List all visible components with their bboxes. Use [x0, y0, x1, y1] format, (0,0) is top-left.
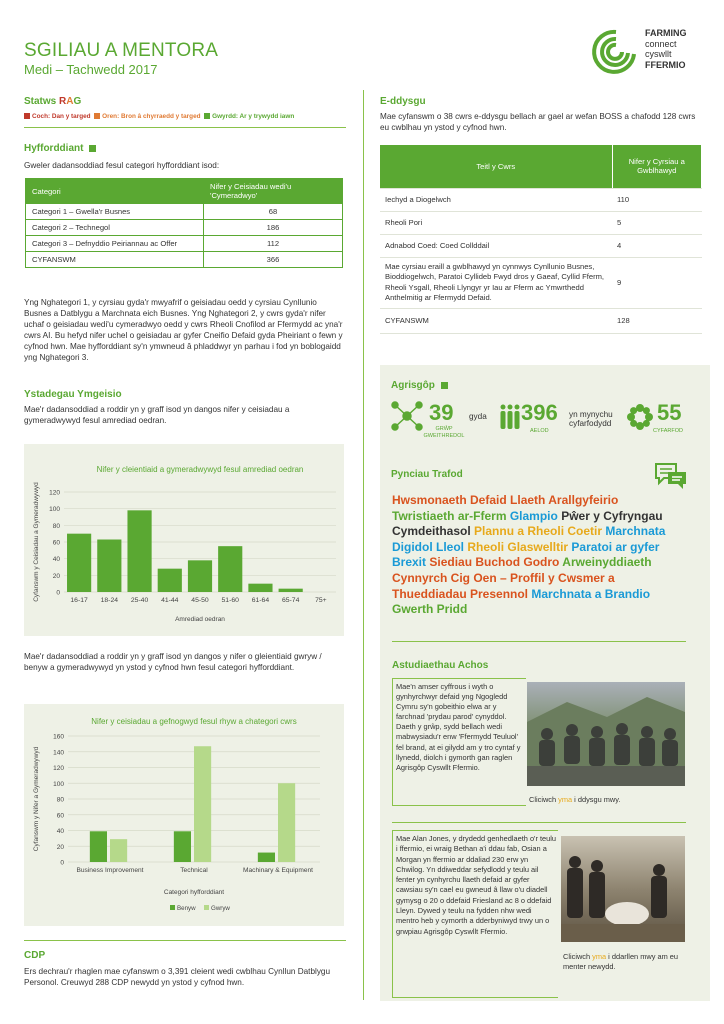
chart-title: Nifer y cleientiaid a gymeradwywyd fesul amrediad oedran	[96, 465, 304, 474]
red-square-icon	[24, 113, 30, 119]
col-header-completed: Nifer y Cyrsiau a Gwblhawyd	[612, 145, 702, 188]
bar	[258, 853, 275, 862]
case-study-1-text: Mae'n amser cyffrous i wyth o gynhyrchwyr defaid yng Ngogledd Cymru sy'n gobeithio elwa ar y farchnad 'prydau parod' cynyddol. Daeth y grŵp, sydd bellach wedi mabwysiadu'r enw 'Ffermydd Teuluol' fel brand, at ei gilydd am y tro cyntaf y llynedd, diolch i gymorth gan raglen Agrisgôp Cyswllt Ffermio.	[396, 682, 521, 772]
with-text: gyda	[469, 412, 487, 421]
elearning-heading: E-ddysgu	[380, 96, 426, 107]
x-tick-label: Machinary & Equipment	[242, 867, 314, 874]
rag-heading: Statws RAG	[24, 96, 82, 107]
groups-label: GRŴP GWEITHREDOL	[423, 426, 465, 439]
page-subtitle: Medi – Tachwedd 2017	[24, 62, 158, 77]
x-tick-label: 65-74	[281, 597, 300, 604]
y-tick-label: 60	[52, 539, 60, 547]
topic-item: Glampio	[509, 508, 558, 523]
table-row: Rheoli Pori 5	[380, 211, 702, 234]
y-tick-label: 120	[49, 489, 60, 497]
topic-item: ar-Fferm	[457, 508, 507, 523]
farming-family-image	[561, 836, 685, 942]
attending-text: yn mynychu cyfarfodydd	[569, 410, 613, 428]
divider	[392, 641, 686, 642]
topics-heading: Pynciau Trafod	[391, 469, 463, 480]
legend-label: Benyw	[177, 905, 196, 912]
x-tick-label: Technical	[180, 867, 208, 874]
members-icon	[499, 403, 521, 431]
topic-item: Thueddiadau Presennol	[392, 586, 529, 601]
case-heading: Astudiaethau Achos	[392, 660, 489, 671]
training-paragraph: Yng Nghategori 1, y cyrsiau gyda'r mwyafrif o geisiadau oedd y cyrsiau Cynllunio Busnes a Datblygu a Marchnata eich Busnes. Yng Nghategori 2, y cwrs gyda'r nifer uchaf o geisiadau wedi'u cymeradwyo oedd y cwrs Rheoli Cnofilod ar Ffermydd ac yna'r cwrs AI. Bu hefyd nifer uchel o geisiadau ar gyfer Cneifio Defaid gyda Pheiriant o fewn y cyfnod hwn. Mae hyfforddiant sy'n ymwneud â phladdwyr yn parhau i fod yn boblogaidd yng Nghategori 3.	[24, 298, 343, 362]
gender-category-chart	[24, 704, 344, 926]
topics-line	[392, 555, 698, 571]
x-tick-label: 41-44	[161, 597, 179, 604]
bar	[127, 510, 151, 592]
stats-heading: Ystadegau Ymgeisio	[24, 389, 122, 400]
y-tick-label: 0	[60, 859, 64, 867]
table-row: Categori 3 – Defnyddio Peiriannau ac Offer 112	[26, 236, 343, 252]
case-study-2-link[interactable]: yma	[592, 952, 607, 961]
topic-item: Llaeth	[510, 493, 546, 507]
topic-item: Buchod Godro	[475, 555, 560, 570]
topic-item: Cymdeithasol	[392, 524, 471, 539]
topic-item: Paratoi ar gyfer	[571, 539, 660, 554]
y-tick-label: 140	[53, 749, 64, 757]
training-heading: Hyfforddiant	[24, 143, 98, 154]
table-row: Adnabod Coed: Coed Collddail 4	[380, 234, 702, 257]
bar	[110, 839, 127, 862]
topic-item: Lleol	[436, 539, 465, 554]
network-icon	[390, 400, 424, 432]
orange-square-icon	[94, 113, 100, 119]
green-status-icon	[89, 145, 96, 152]
topic-item: Pŵer y Cyfryngau	[561, 508, 663, 523]
stats-intro: Mae'r dadansoddiad a roddir yn y graff isod yn dangos nifer y ceisiadau a gymeradwywyd fesul amrediad oedran.	[24, 405, 290, 425]
topic-item: Siediau	[429, 555, 473, 570]
bar	[279, 589, 303, 592]
topics-line	[392, 587, 698, 603]
divider	[24, 127, 346, 128]
x-tick-label: 25-40	[130, 597, 149, 604]
group-photo	[527, 682, 685, 786]
meeting-flower-icon	[626, 403, 654, 431]
y-tick-label: 100	[53, 780, 64, 788]
col-header-approved: Nifer y Ceisiadau wedi'u 'Cymeradwyo'	[204, 179, 343, 204]
logo-text: FARMING connect cyswllt FFERMIO	[645, 28, 687, 70]
green-status-icon	[441, 382, 448, 389]
elearning-intro: Mae cyfanswm o 38 cwrs e-ddysgu bellach ar gael ar wefan BOSS a chafodd 128 cwrs eu cwblhau yn ystod y cyfnod hwn.	[380, 112, 696, 132]
x-tick-label: 16-17	[70, 597, 88, 604]
y-tick-label: 160	[53, 733, 64, 741]
family-photo	[561, 836, 685, 942]
green-square-icon	[204, 113, 210, 119]
y-tick-label: 20	[56, 843, 64, 851]
gender-chart-box	[24, 704, 344, 926]
topics-line	[392, 602, 698, 618]
y-tick-label: 80	[52, 522, 60, 530]
y-axis-label: Cyfanswm y Ceisiadau a Gymeradwywyd	[33, 482, 40, 602]
x-tick-label: 61-64	[251, 597, 270, 604]
stats-paragraph-2: Mae'r dadansoddiad a roddir yn y graff isod yn dangos y nifer o gleientiaid gwryw / benyw a gymeradwywyd yn ystod y cyfnod hwn fesul categori hyfforddiant.	[24, 652, 322, 672]
cdp-heading: CDP	[24, 950, 46, 961]
y-axis-label: Cyfanswm y Nifer a Gymeradwywyd	[33, 746, 40, 852]
bar	[67, 534, 91, 592]
topic-item: Digidol	[392, 539, 433, 554]
topic-item: Rheoli Glaswelltir	[467, 539, 569, 554]
bar	[90, 831, 107, 862]
topic-item: Marchnata	[605, 524, 666, 539]
case-study-1-link-text: Cliciwch yma i ddysgu mwy.	[529, 795, 621, 804]
y-tick-label: 60	[56, 812, 64, 820]
topic-item: Arallgyfeirio	[548, 493, 619, 507]
meetings-count: 55	[657, 400, 682, 425]
elearning-table	[380, 145, 702, 334]
page-title: SGILIAU A MENTORA	[24, 40, 219, 61]
legend-swatch	[170, 905, 175, 910]
divider	[392, 822, 686, 823]
topic-item: Cynnyrch Cig Oen – Proffil y Cwsmer a	[392, 570, 615, 585]
x-tick-label: 51-60	[221, 597, 239, 604]
topics-line	[392, 524, 698, 540]
table-row: Categori 2 – Technegol 186	[26, 220, 343, 236]
x-tick-label: 75+	[315, 597, 327, 604]
topic-item: Gwerth Pridd	[392, 602, 468, 617]
topics-line	[392, 509, 698, 525]
legend-swatch	[204, 905, 209, 910]
divider	[24, 940, 346, 941]
table-row: Mae cyrsiau eraill a gwblhawyd yn cynnwys Cynllunio Busnes, Bioddiogelwch, Paratoi Cyllideb Fwyd dros y Gaeaf, Cyllid Fferm, Rheoli Ysgall, Rheoli Llyngyr yr Iau ar Fferm ac Ymwrthedd Anthelmitig ar Ffermydd Defaid. 9	[380, 257, 702, 308]
y-tick-label: 0	[56, 589, 60, 597]
x-tick-label: 45-50	[191, 597, 209, 604]
training-intro: Gweler dadansoddiad fesul categori hyfforddiant isod:	[24, 161, 220, 170]
meetings-label: CYFARFOD	[653, 428, 683, 434]
y-tick-label: 100	[49, 506, 60, 514]
chart-title: Nifer y ceisiadau a gefnogwyd fesul rhyw a chategori cwrs	[91, 717, 297, 726]
agrisgop-heading: Agrisgôp	[391, 380, 450, 391]
topic-item: Plannu a Rheoli Coetir	[474, 524, 603, 539]
topic-item: Arweinyddiaeth	[562, 555, 652, 570]
bar	[194, 746, 211, 862]
members-count: 396	[521, 400, 558, 425]
x-tick-label: 18-24	[100, 597, 119, 604]
topic-item: Brexit	[392, 555, 427, 570]
topics-cloud	[392, 493, 698, 618]
col-header-category: Categori	[26, 179, 204, 204]
age-range-chart	[24, 444, 344, 636]
bar	[174, 831, 191, 862]
topics-line	[392, 571, 698, 587]
case-study-1-link[interactable]: yma	[558, 795, 573, 804]
groups-count: 39	[429, 400, 454, 425]
bar	[248, 584, 272, 592]
topic-item: Twristiaeth	[392, 508, 455, 523]
rag-legend: Coch: Dan y targed Oren: Bron â chyrraedd y targed Gwyrdd: Ar y trywydd iawn	[24, 113, 294, 120]
table-row: Categori 1 – Gwella'r Busnes 68	[26, 204, 343, 220]
y-tick-label: 20	[52, 572, 60, 580]
x-tick-label: Business Improvement	[76, 867, 144, 874]
bar	[97, 540, 121, 593]
topics-line	[392, 540, 698, 556]
training-table	[25, 178, 343, 268]
topics-line	[392, 493, 698, 509]
table-row: CYFANSWM 366	[26, 252, 343, 268]
y-tick-label: 40	[52, 556, 60, 564]
members-label: AELOD	[530, 428, 549, 434]
bar	[158, 569, 182, 592]
case-study-2-link-text: Cliciwch yma i ddarllen mwy am eu menter newydd.	[563, 952, 679, 971]
bar	[188, 560, 212, 592]
table-row: CYFANSWM 128	[380, 308, 702, 333]
legend-label: Gwryw	[211, 905, 230, 912]
age-chart-box	[24, 444, 344, 636]
y-tick-label: 80	[56, 796, 64, 804]
topic-item: Hwsmonaeth Defaid	[392, 493, 507, 507]
col-header-course: Teitl y Cwrs	[380, 145, 612, 188]
case-study-2-text: Mae Alan Jones, y drydedd genhedlaeth o'r teulu i ffermio, ei wraig Bethan a'i ddau fab, Osian a Morgan yn ffermio ar ddaliad 230 erw yn Chwilog. Yn ddiweddar sefydlodd y teulu ail fenter yn cynhyrchu llaeth defaid ar gyfer cawsiau sy'n cael eu gwneud â llaw o'u diadell gymysg o 20 o ddefaid Friesland ac 8 o ddefaid Lleyn. Dywed y teulu na fydden nhw wedi mentro heb y cymorth a dderbyniwyd trwy un o grwpiau Agrisgôp Cyswllt Ffermio.	[396, 834, 557, 936]
topic-item: Marchnata a Brandio	[531, 586, 651, 601]
table-row: Iechyd a Diogelwch 110	[380, 188, 702, 211]
x-axis-label: Categori hyfforddiant	[163, 889, 225, 896]
y-tick-label: 120	[53, 765, 64, 772]
bar	[218, 546, 242, 592]
chat-bubbles-icon	[654, 462, 688, 490]
cdp-text: Ers dechrau'r rhaglen mae cyfanswm o 3,391 cleient wedi cwblhau Cynllun Datblygu Personol. Creuwyd 288 CDP newydd yn ystod y cyfnod hwn.	[24, 967, 331, 987]
bar	[278, 783, 295, 862]
farmers-group-image	[527, 682, 685, 786]
x-axis-label: Amrediad oedran	[175, 616, 225, 623]
y-tick-label: 40	[56, 828, 64, 835]
column-divider	[363, 90, 364, 1000]
